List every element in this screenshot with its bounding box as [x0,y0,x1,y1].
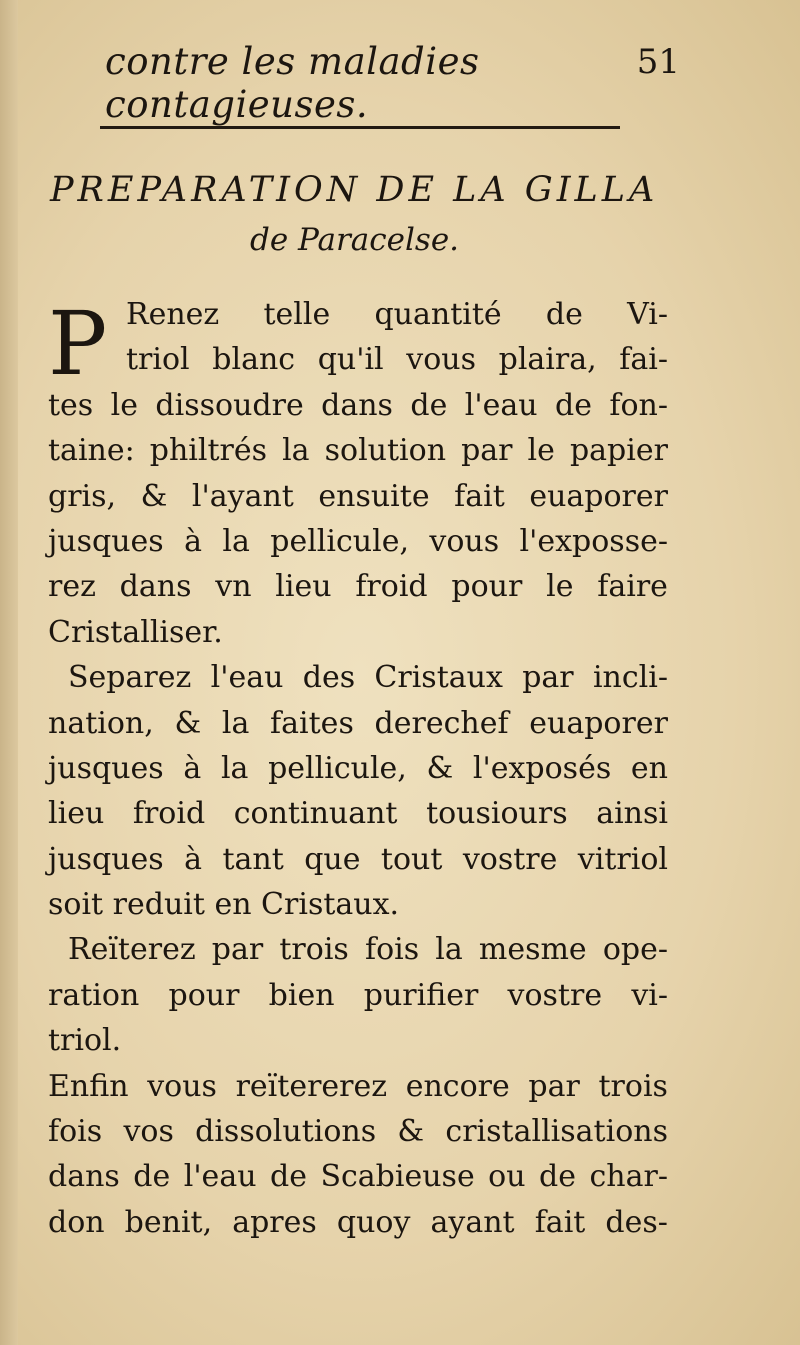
text-line: nation, & la faites derechef euaporer [48,705,668,741]
running-head-title: contre les maladies contagieuses. [105,40,480,126]
text-line: fois vos dissolutions & cristallisations [48,1114,668,1150]
section-subtitle: de Paracelse. [250,222,460,258]
page-number: 51 [636,42,680,82]
text-line: Reïterez par trois fois la mesme ope- [68,932,668,968]
drop-cap: P [48,292,108,395]
text-line: taine: philtrés la solution par le papier [48,433,668,469]
text-line: gris, & l'ayant ensuite fait euaporer [48,478,668,514]
text-line: dans de l'eau de Scabieuse ou de char- [48,1159,668,1195]
text-line: jusques à tant que tout vostre vitriol [48,841,668,877]
page-gutter [0,0,18,1345]
section-title: PREPARATION DE LA GILLA [50,170,659,210]
text-line: Cristalliser. [48,614,223,650]
text-line: jusques à la pellicule, & l'exposés en [48,750,668,786]
text-line: triol blanc qu'il vous plaira, fai- [126,342,668,378]
text-line: triol. [48,1023,122,1059]
text-line: don benit, apres quoy ayant fait des- [48,1204,668,1240]
header-rule [100,126,620,129]
text-line: Separez l'eau des Cristaux par incli- [68,660,668,696]
text-line: ration pour bien purifier vostre vi- [48,977,668,1013]
text-line: Renez telle quantité de Vi- [126,297,668,332]
text-line: tes le dissoudre dans de l'eau de fon- [48,387,668,423]
text-line: soit reduit en Cristaux. [48,887,400,923]
text-line: rez dans vn lieu froid pour le faire [48,569,668,605]
text-line: lieu froid continuant tousiours ainsi [48,796,668,832]
body-text [48,292,668,1245]
text-line: Enfin vous reïtererez encore par trois [48,1068,668,1104]
running-head [100,40,680,126]
text-line: jusques à la pellicule, vous l'exposse- [48,523,668,559]
